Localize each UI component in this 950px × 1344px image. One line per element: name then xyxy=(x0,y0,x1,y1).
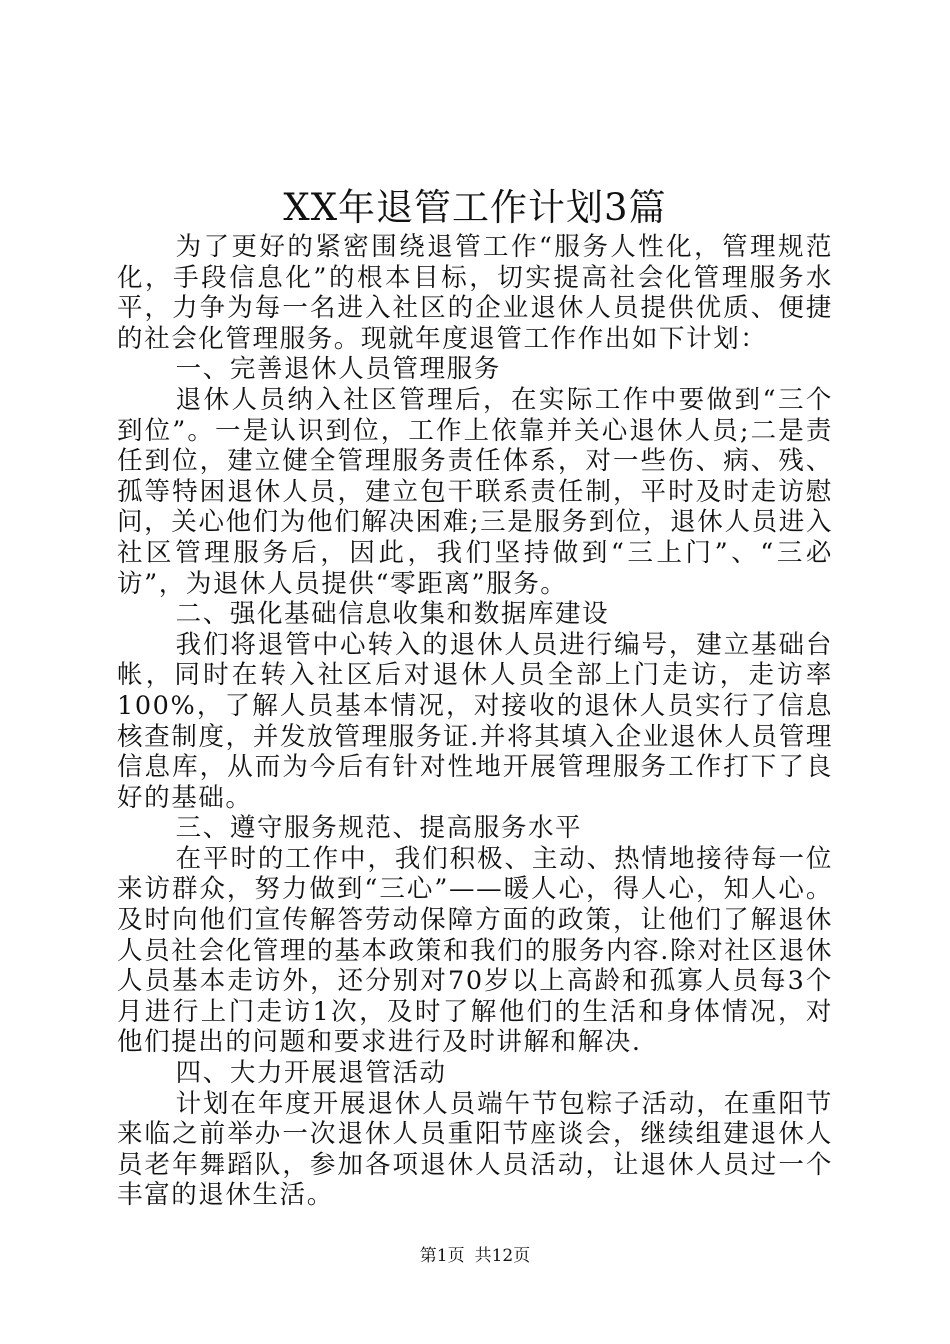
document-title: XX年退管工作计划3篇 xyxy=(283,186,667,229)
page-number: 第1页 xyxy=(419,1246,465,1266)
page-footer xyxy=(0,1244,950,1268)
section-1-paragraph: 退休人员纳入社区管理后，在实际工作中要做到“三个到位”。一是认识到位，工作上依靠并关心退休人员;二是责任到位，建立健全管理服务责任体系，对一些伤、病、残、孤等特困退休人员，建立包干联系责任制，平时及时走访慰问，关心他们为他们解决困难;三是服务到位，退休人员进入社区管理服务后，因此，我们坚持做到“三上门”、“三必访”，为退休人员提供“零距离”服务。 xyxy=(117,384,833,599)
section-3-paragraph: 在平时的工作中，我们积极、主动、热情地接待每一位来访群众，努力做到“三心”——暖人心，得人心，知人心。及时向他们宣传解答劳动保障方面的政策，让他们了解退休人员社会化管理的基本政策和我们的服务内容.除对社区退休人员基本走访外，还分别对70岁以上高龄和孤寡人员每3个月进行上门走访1次，及时了解他们的生活和身体情况，对他们提出的问题和要求进行及时讲解和解决. xyxy=(117,843,833,1058)
intro-paragraph: 为了更好的紧密围绕退管工作“服务人性化，管理规范化，手段信息化”的根本目标，切实提高社会化管理服务水平，力争为每一名进入社区的企业退休人员提供优质、便捷的社会化管理服务。现就年度退管工作作出如下计划： xyxy=(117,232,833,354)
section-heading-4: 四、大力开展退管活动 xyxy=(175,1058,447,1089)
section-heading-2: 二、强化基础信息收集和数据库建设 xyxy=(175,599,610,630)
section-2-paragraph: 我们将退管中心转入的退休人员进行编号，建立基础台帐，同时在转入社区后对退休人员全部上门走访，走访率100%，了解人员基本情况，对接收的退休人员实行了信息核查制度，并发放管理服务证.并将其填入企业退休人员管理信息库，从而为今后有针对性地开展管理服务工作打下了良好的基础。 xyxy=(117,629,833,813)
document-body xyxy=(117,232,833,1211)
section-4-paragraph: 计划在年度开展退休人员端午节包粽子活动，在重阳节来临之前举办一次退休人员重阳节座谈会，继续组建退休人员老年舞蹈队，参加各项退休人员活动，让退休人员过一个丰富的退休生活。 xyxy=(117,1088,833,1211)
section-heading-1: 一、完善退休人员管理服务 xyxy=(175,354,501,385)
page-total: 共12页 xyxy=(474,1246,531,1266)
section-heading-3: 三、遵守服务规范、提高服务水平 xyxy=(175,813,583,844)
